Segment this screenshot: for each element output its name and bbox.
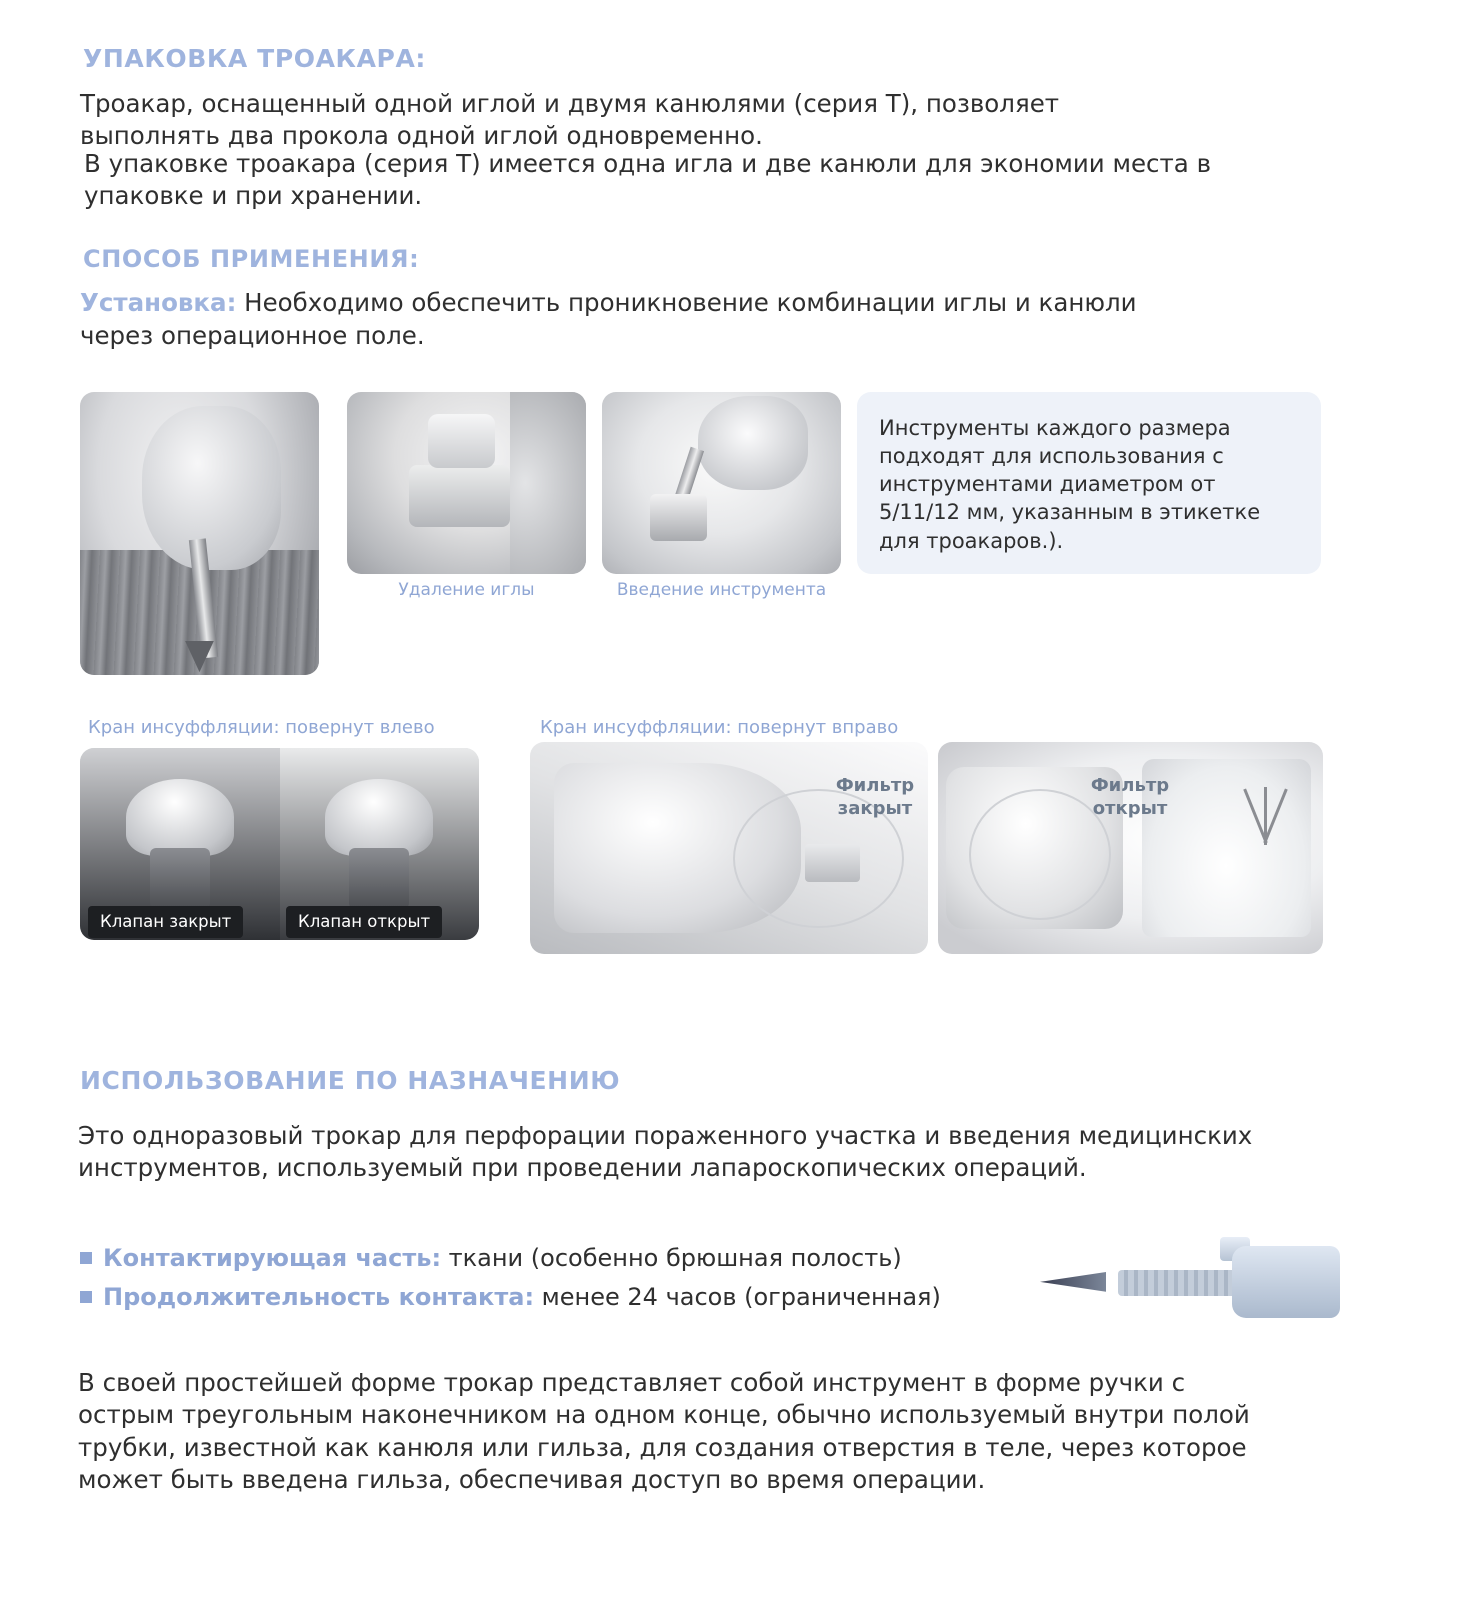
bullet-contact-part [80,1243,902,1273]
packaging-heading: УПАКОВКА ТРОАКАРА: [83,44,427,73]
intended-use-heading: ИСПОЛЬЗОВАНИЕ ПО НАЗНАЧЕНИЮ [80,1066,621,1095]
photo-trocar-insertion [80,392,319,675]
caption-needle-removal: Удаление иглы [398,580,535,600]
closing-paragraph: В своей простейшей форме трокар представляет собой инструмент в форме ручки с острым треугольным наконечником на одном конце, обычно используемый внутри полой трубки, известной как канюля или гильза, для создания отверстия в теле, через которое может быть введена гильза, обеспечивая доступ во время операции. [78,1368,1250,1494]
valve-dome [325,779,433,856]
photo-filter-closed [530,742,928,954]
tag-valve-open: Клапан открыт [286,906,442,938]
photo-filter-open [938,742,1323,954]
photo-instrument-scene [602,392,841,574]
trocar-needle-tip [1040,1272,1106,1292]
valve-stem [349,848,409,909]
caption-insufflation-left: Кран инсуффляции: повернут влево [88,717,435,738]
trocar-product-illustration [1040,1228,1340,1338]
valve-dome [126,779,234,856]
skin-shape [510,392,586,574]
installation-paragraph [80,287,1200,352]
caption-instrument-insertion: Введение инструмента [616,580,827,600]
hand-shape [698,396,808,491]
photo-filter-closed-scene [530,742,928,954]
tag-valve-closed: Клапан закрыт [88,906,243,938]
square-bullet-icon [80,1252,92,1264]
photo-instrument-insertion [602,392,841,574]
trocar-port [650,494,707,541]
hand-shape [142,406,281,570]
callout-text: Инструменты каждого размера подходят для использования с инструментами диаметром от 5/11/12 мм, указанным в этикетке для троакаров.). [879,416,1261,553]
square-bullet-icon [80,1291,92,1303]
photo-valve-positions [80,748,479,940]
flow-arrow-icon [1263,789,1288,844]
caption-filter-closed: Фильтр закрыт [835,775,915,819]
valve-stem [150,848,210,909]
bullet-contact-duration-value: менее 24 часов (ограниченная) [534,1283,941,1311]
intended-use-paragraph: Это одноразовый трокар для перфорации пораженного участка и введения медицинских инструментов, используемый при проведении лапароскопических операций. [78,1121,1253,1183]
caption-filter-open: Фильтр открыт [1090,775,1170,819]
filter-flap-closed [805,844,861,882]
trocar-cannula-tube [1118,1270,1250,1296]
bullet-contact-part-value: ткани (особенно брюшная полость) [441,1244,902,1272]
photo-needle-scene [347,392,586,574]
packaging-paragraph-1: Троакар, оснащенный одной иглой и двумя канюлями (серия Т), позволяет выполнять два прокола одной иглой одновременно. [80,89,1060,151]
size-compatibility-callout [857,392,1321,574]
installation-label: Установка: [80,288,237,317]
trocar-head [1232,1246,1340,1319]
photo-filter-open-scene [938,742,1323,954]
caption-insufflation-right: Кран инсуффляции: повернут вправо [540,717,899,738]
photo-needle-removal [347,392,586,574]
cannula-body [409,465,509,527]
packaging-paragraph-2: В упаковке троакара (серия Т) имеется одна игла и две канюли для экономии места в упаковке и при хранении. [84,149,1212,211]
photo-insertion-scene [80,392,319,675]
bullet-contact-duration-key: Продолжительность контакта: [103,1283,535,1311]
needle-cap [428,414,495,469]
bullet-contact-duration [80,1282,941,1312]
installation-text: Необходимо обеспечить проникновение комбинации иглы и канюли через операционное поле. [80,288,1137,350]
method-heading: СПОСОБ ПРИМЕНЕНИЯ: [83,245,420,273]
bullet-contact-part-key: Контактирующая часть: [103,1244,442,1272]
